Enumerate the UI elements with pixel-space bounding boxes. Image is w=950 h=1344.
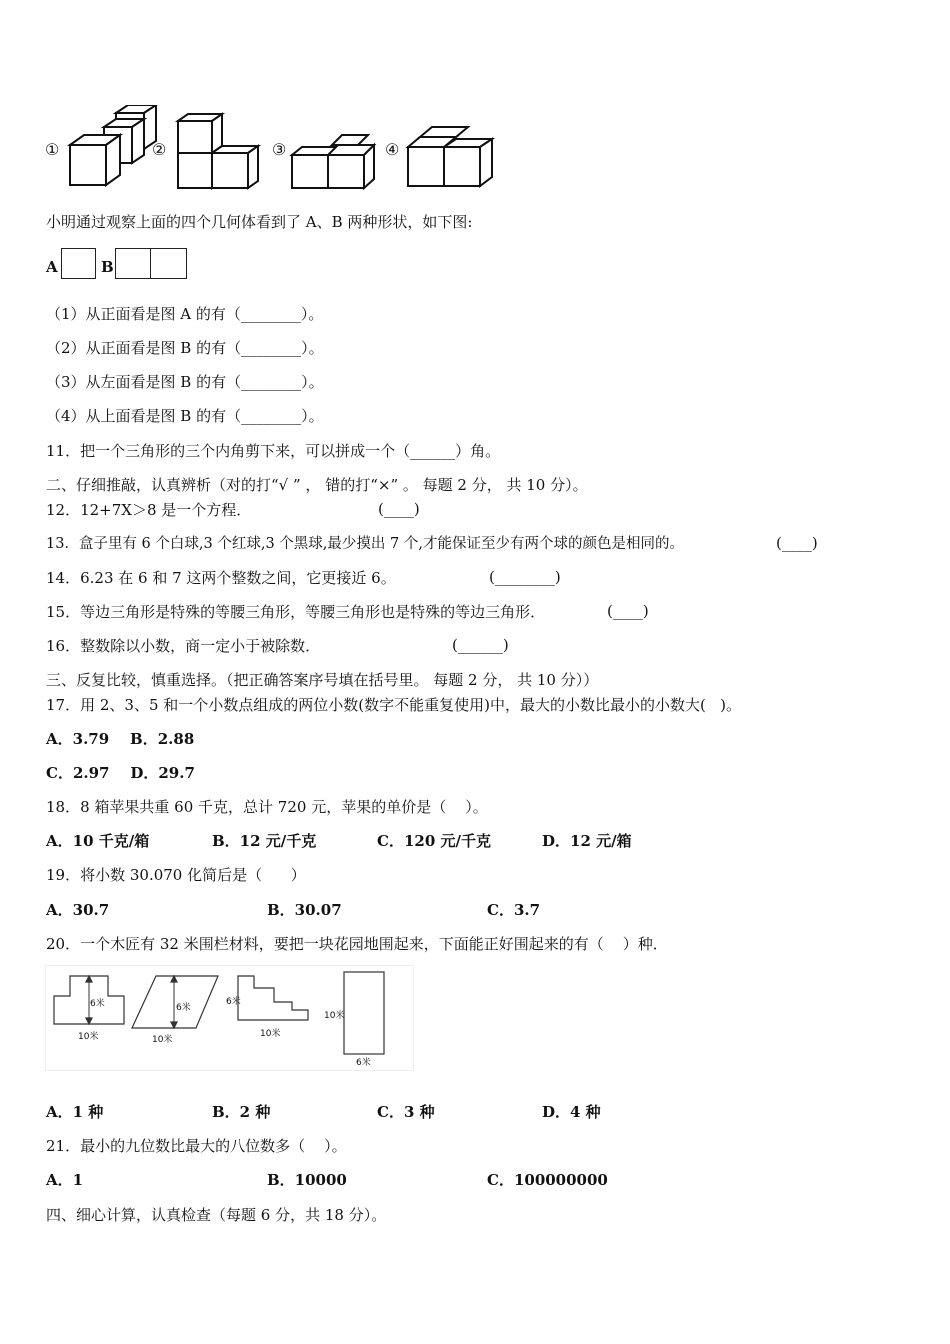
question-16: 16．整数除以小数，商一定小于被除数． xyxy=(46,637,321,655)
question-12: 12．12+7X＞8 是一个方程． xyxy=(46,501,252,519)
solid-label-1: ① xyxy=(45,140,60,159)
question-19-option-a[interactable]: A．30.7 xyxy=(46,901,110,919)
question-20-option-d[interactable]: D．4 种 xyxy=(542,1103,601,1121)
question-18-option-b[interactable]: B．12 元/千克 xyxy=(212,832,317,850)
section-4-heading: 四、细心计算，认真检查（每题 6 分，共 18 分）。 xyxy=(46,1206,387,1224)
solids-figure xyxy=(40,105,510,200)
solid-label-4: ④ xyxy=(385,140,400,159)
question-17-options-row2[interactable]: C．2.97 D．29.7 xyxy=(46,764,195,782)
solid-3-icon xyxy=(292,135,374,188)
question-15-blank[interactable]: (____) xyxy=(607,602,649,620)
question-14-blank[interactable]: (________) xyxy=(489,568,561,586)
solid-4-icon xyxy=(408,127,492,186)
question-16-blank[interactable]: (______) xyxy=(452,636,509,654)
question-21: 21．最小的九位数比最大的八位数多（ ）。 xyxy=(46,1137,347,1155)
question-20: 20．一个木匠有 32 米围栏材料，要把一块花园地围起来，下面能正好围起来的有（ ）种． xyxy=(46,935,668,953)
fig4-height-label: 10米 xyxy=(324,1011,345,1021)
solid-1-icon xyxy=(70,105,156,185)
question-21-option-a[interactable]: A．1 xyxy=(46,1171,84,1189)
fig3-width-label: 10米 xyxy=(260,1029,281,1039)
question-18-option-d[interactable]: D．12 元/箱 xyxy=(542,832,632,850)
shape-a-label: A xyxy=(46,258,58,276)
solid-2-icon xyxy=(178,114,258,188)
question-17-options-row1[interactable]: A．3.79 B．2.88 xyxy=(46,730,195,748)
shape-a-square xyxy=(61,248,96,279)
question-17: 17．用 2、3、5 和一个小数点组成的两位小数(数字不能重复使用)中，最大的小数比最小的小数大( )。 xyxy=(46,696,741,714)
question-21-option-b[interactable]: B．10000 xyxy=(267,1171,347,1189)
subquestion-3: （3）从左面看是图 B 的有（________）。 xyxy=(46,373,324,391)
section-2-heading: 二、仔细推敲，认真辨析（对的打“√ ” ， 错的打“×” 。 每题 2 分， 共 10 分）。 xyxy=(46,476,588,494)
question-12-blank[interactable]: (____) xyxy=(378,500,420,518)
question-14: 14．6.23 在 6 和 7 这两个整数之间，它更接近 6。 xyxy=(46,569,396,587)
shape-b-square-1 xyxy=(115,248,151,279)
subquestion-1: （1）从正面看是图 A 的有（________）。 xyxy=(46,305,324,323)
question-15: 15．等边三角形是特殊的等腰三角形，等腰三角形也是特殊的等边三角形． xyxy=(46,603,546,621)
solid-label-3: ③ xyxy=(272,140,287,159)
shape-b-square-2 xyxy=(150,248,187,279)
question-13: 13．盒子里有 6 个白球,3 个红球,3 个黑球,最少摸出 7 个,才能保证至少有两个球的颜色是相同的。 xyxy=(46,536,684,552)
fig2-height-label: 6米 xyxy=(176,1003,191,1013)
question-18: 18．8 箱苹果共重 60 千克，总计 720 元，苹果的单价是（ ）。 xyxy=(46,798,488,816)
solid-label-2: ② xyxy=(152,140,167,159)
question-18-option-c[interactable]: C．120 元/千克 xyxy=(377,832,491,850)
subquestion-4: （4）从上面看是图 B 的有（________）。 xyxy=(46,407,324,425)
fig1-height-label: 6米 xyxy=(90,999,105,1009)
question-20-option-c[interactable]: C．3 种 xyxy=(377,1103,435,1121)
question-21-option-c[interactable]: C．100000000 xyxy=(487,1171,608,1189)
fig1-width-label: 10米 xyxy=(78,1032,99,1042)
question-11: 11．把一个三角形的三个内角剪下来，可以拼成一个（______）角。 xyxy=(46,442,501,460)
fig2-width-label: 10米 xyxy=(152,1035,173,1045)
question-20-option-a[interactable]: A．1 种 xyxy=(46,1103,104,1121)
shape-b-label: B xyxy=(101,258,114,276)
fig3-height-label: 6米 xyxy=(226,997,241,1007)
question-20-figure xyxy=(45,965,414,1071)
fig4-width-label: 6米 xyxy=(356,1058,371,1068)
question-18-option-a[interactable]: A．10 千克/箱 xyxy=(46,832,150,850)
intro-text: 小明通过观察上面的四个几何体看到了 A、B 两种形状，如下图: xyxy=(46,213,473,231)
question-19: 19．将小数 30.070 化简后是（ ） xyxy=(46,866,306,884)
question-19-option-c[interactable]: C．3.7 xyxy=(487,901,541,919)
subquestion-2: （2）从正面看是图 B 的有（________）。 xyxy=(46,339,324,357)
question-20-option-b[interactable]: B．2 种 xyxy=(212,1103,271,1121)
question-13-blank[interactable]: (____) xyxy=(776,534,818,552)
question-19-option-b[interactable]: B．30.07 xyxy=(267,901,342,919)
section-3-heading: 三、反复比较，慎重选择。（把正确答案序号填在括号里。 每题 2 分， 共 10 分）） xyxy=(46,671,599,689)
